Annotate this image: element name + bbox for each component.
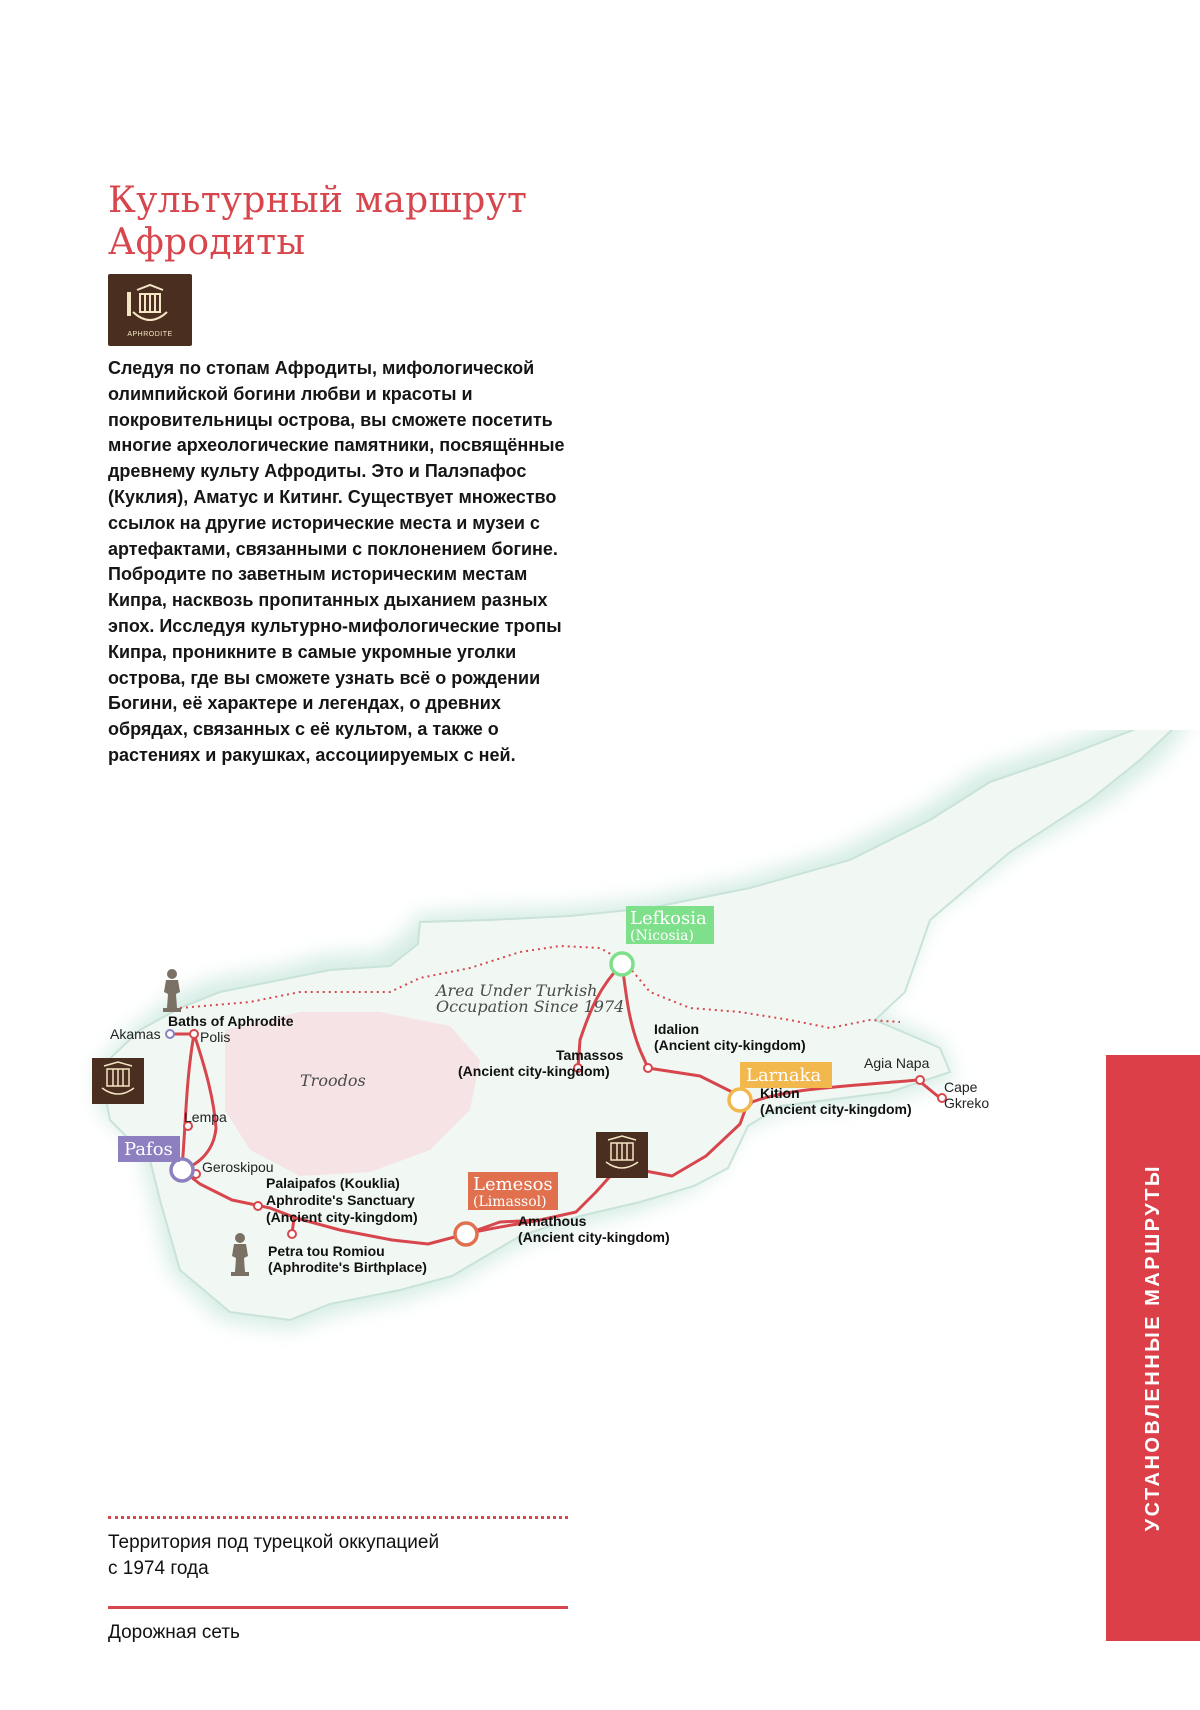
label-baths: Baths of Aphrodite: [168, 1013, 294, 1029]
side-tab-label: УСТАНОВЛЕННЫЕ МАРШРУТЫ: [1141, 1164, 1164, 1532]
aphrodite-temple-icon: [123, 282, 177, 330]
label-palaipafos-2: Aphrodite's Sanctuary: [266, 1192, 415, 1208]
label-idalion-1: Idalion: [654, 1021, 700, 1037]
label-palaipafos-3: (Ancient city-kingdom): [266, 1209, 418, 1225]
legend-road-line: [108, 1606, 568, 1609]
page-title-line-2: Афродиты: [108, 222, 306, 263]
stop-petra: [288, 1230, 296, 1238]
city-alt-lefkosia: (Nicosia): [630, 928, 694, 944]
stop-agia-napa: [916, 1076, 924, 1084]
city-alt-lemesos: (Limassol): [473, 1194, 547, 1210]
logo-text: APHRODITE: [127, 331, 173, 338]
label-lempa: Lempa: [184, 1109, 227, 1125]
label-palaipafos-1: Palaipafos (Kouklia): [266, 1175, 400, 1191]
cyprus-route-map: [0, 730, 1200, 1430]
occupied-area-label-1: Area Under Turkish: [436, 981, 598, 1000]
city-ring-larnaka: [729, 1089, 751, 1111]
occupied-area-label-2: Occupation Since 1974: [436, 997, 625, 1016]
label-petra-2: (Aphrodite's Birthplace): [268, 1259, 427, 1275]
stop-akamas: [166, 1030, 174, 1038]
label-agia-napa: Agia Napa: [864, 1055, 930, 1071]
label-cape-gkreko-1: Cape: [944, 1079, 978, 1095]
stop-idalion: [644, 1064, 652, 1072]
page-title-line-1: Культурный маршрут: [108, 180, 528, 221]
legend-occupation-line-2: с 1974 года: [108, 1558, 209, 1579]
label-kition-2: (Ancient city-kingdom): [760, 1101, 912, 1117]
legend-occupation-label: [108, 1530, 568, 1582]
aphrodite-route-logo: [108, 274, 192, 346]
label-amathous-2: (Ancient city-kingdom): [518, 1229, 670, 1245]
stop-palaipafos: [254, 1202, 262, 1210]
city-name-larnaka: Larnaka: [746, 1065, 822, 1086]
label-tamassos-2: (Ancient city-kingdom): [458, 1063, 610, 1079]
label-kition-1: Kition: [760, 1085, 800, 1101]
label-petra-1: Petra tou Romiou: [268, 1243, 385, 1259]
label-polis: Polis: [200, 1029, 231, 1045]
label-akamas: Akamas: [110, 1026, 161, 1042]
intro-paragraph: Следуя по стопам Афродиты, мифологической олимпийской богини любви и красоты и покровительницы острова, вы сможете посетить многие археологические памятники, посвящённые древнему культу Афродиты. Это и Палэпафос (Куклия), Аматус и Китинг. Существует множество ссылок на другие исторические места и музеи с артефактами, связанными с поклонением богине. Побродите по заветным историческим местам Кипра, насквозь пропитанных дыханием разных эпох. Исследуя культурно-мифологические тропы Кипра, проникните в самые укромные уголки острова, где вы сможете узнать всё о рождении Богини, её характере и легендах, о древних обрядах, связанных с её культом, а также о растениях и ракушках, ассоциируемых с ней.: [108, 358, 565, 765]
label-geroskipou: Geroskipou: [202, 1159, 274, 1175]
label-idalion-2: (Ancient city-kingdom): [654, 1037, 806, 1053]
legend-occupation-line: [108, 1516, 568, 1519]
aphrodite-temple-icon: [596, 1132, 648, 1178]
aphrodite-temple-icon: [92, 1058, 144, 1104]
page-title: [108, 180, 527, 264]
label-amathous-1: Amathous: [518, 1213, 587, 1229]
troodos-label: Troodos: [300, 1071, 366, 1090]
city-name-pafos: Pafos: [124, 1139, 173, 1160]
city-name-lemesos: Lemesos: [473, 1174, 553, 1195]
side-tab[interactable]: [1106, 1055, 1200, 1641]
city-ring-lemesos: [455, 1223, 477, 1245]
city-ring-pafos: [171, 1159, 193, 1181]
label-tamassos-1: Tamassos: [556, 1047, 624, 1063]
city-ring-lefkosia: [611, 953, 633, 975]
legend-road-label: Дорожная сеть: [108, 1622, 240, 1643]
stop-polis: [190, 1030, 198, 1038]
label-cape-gkreko-2: Gkreko: [944, 1095, 990, 1111]
city-name-lefkosia: Lefkosia: [630, 908, 707, 929]
legend-occupation-line-1: Территория под турецкой оккупацией: [108, 1532, 440, 1553]
